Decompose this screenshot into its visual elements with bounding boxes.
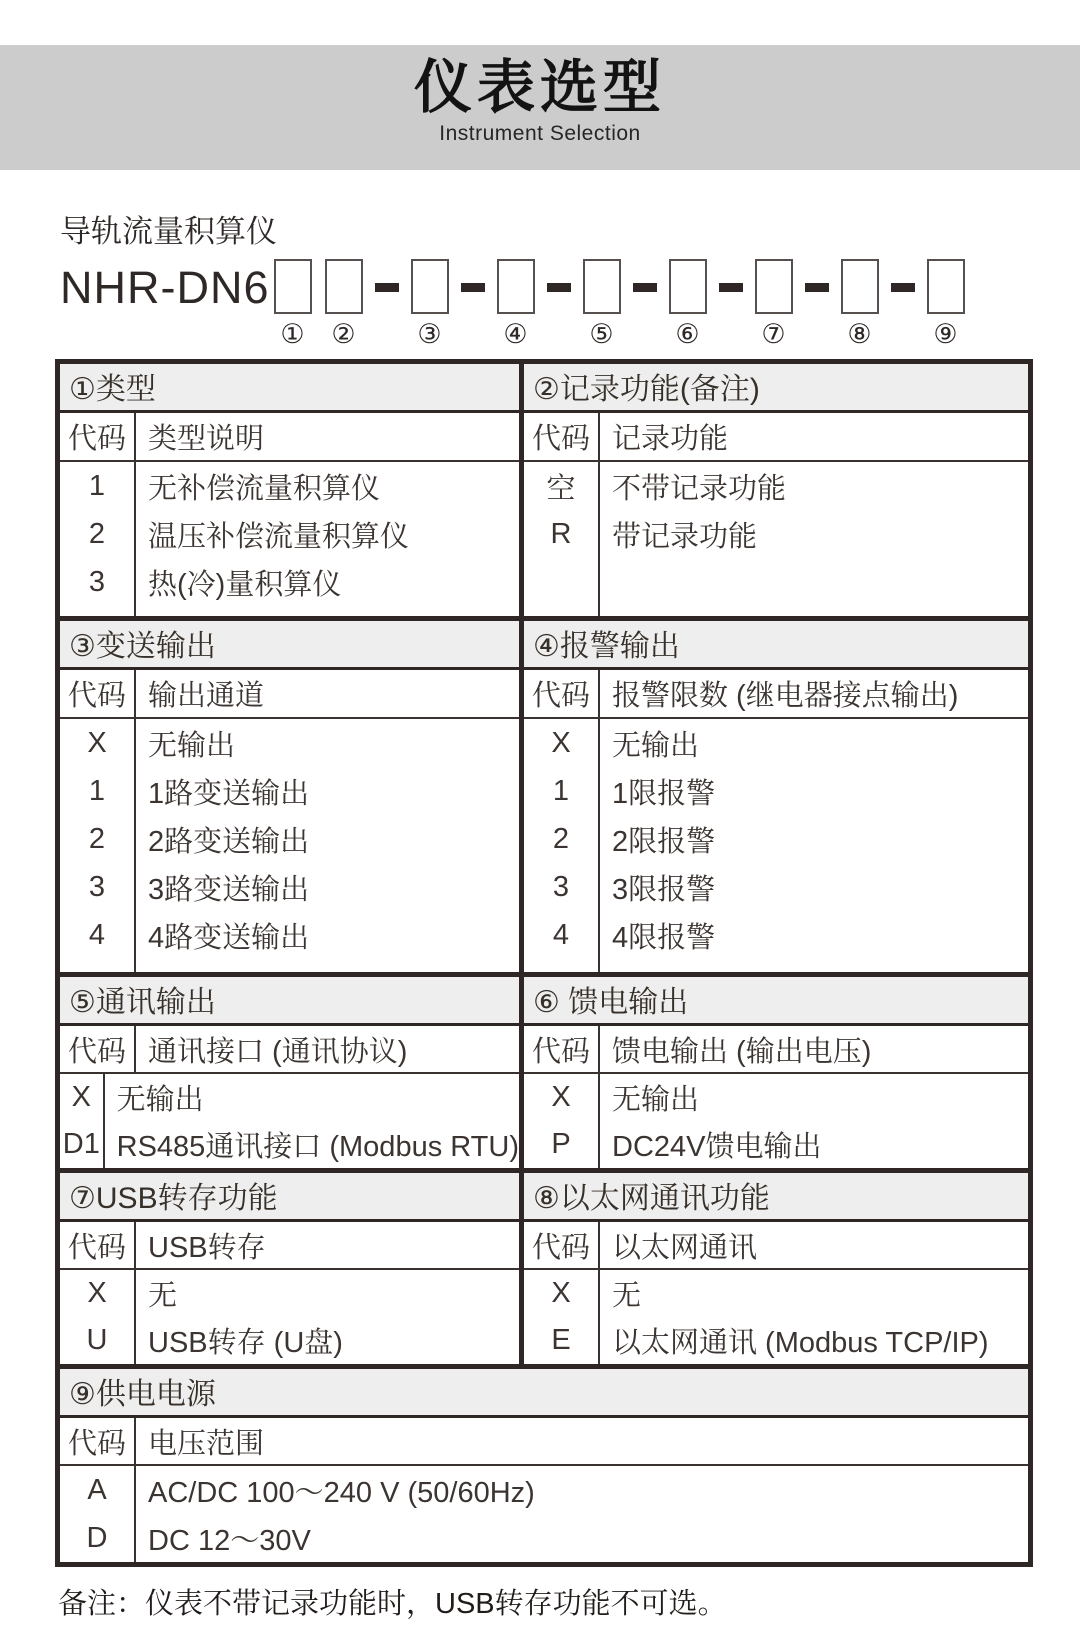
code-cell: D <box>86 1521 108 1554</box>
desc-cell: DC24V馈电输出 <box>612 1131 822 1164</box>
code-column <box>60 1466 136 1562</box>
desc-header: 馈电输出 (输出电压) <box>612 1035 872 1068</box>
page-subtitle: Instrument Selection <box>439 121 641 145</box>
code-cell: 空 <box>546 472 576 505</box>
band-usb-ethernet <box>60 1168 1028 1364</box>
column-header-row <box>60 1222 519 1270</box>
model-code-position-6 <box>668 259 708 351</box>
code-box <box>755 259 793 314</box>
code-column <box>60 719 136 972</box>
column-header-row <box>524 1026 1028 1074</box>
code-cell: 2 <box>88 517 106 550</box>
desc-cell: AC/DC 100～240 V (50/60Hz) <box>148 1476 535 1509</box>
data-area <box>60 719 519 972</box>
dash-separator <box>719 283 743 292</box>
column-header-row <box>60 1026 519 1074</box>
dash-separator <box>805 283 829 292</box>
desc-cell: 1路变送输出 <box>148 777 310 810</box>
code-header: 代码 <box>524 1026 600 1072</box>
dash-separator <box>547 283 571 292</box>
column-header-row <box>524 413 1028 462</box>
desc-header: 报警限数 (继电器接点输出) <box>612 680 959 713</box>
code-header: 代码 <box>524 413 600 460</box>
position-number: ⑦ <box>761 319 786 351</box>
code-box <box>669 259 707 314</box>
data-area <box>60 1466 1028 1562</box>
section-8-ethernet-comm <box>524 1173 1028 1364</box>
desc-column <box>105 1074 519 1168</box>
band-power-supply <box>60 1364 1028 1562</box>
code-cell: R <box>550 517 572 550</box>
column-header-row <box>524 670 1028 719</box>
band-transmit-alarm <box>60 616 1028 972</box>
model-code-position-1 <box>273 259 313 351</box>
desc-cell: RS485通讯接口 (Modbus RTU) <box>116 1131 519 1164</box>
code-cell: D1 <box>62 1128 100 1161</box>
code-cell: 2 <box>88 822 106 855</box>
desc-column <box>600 1074 1028 1168</box>
position-number: ⑥ <box>675 319 700 351</box>
code-cell: X <box>71 1081 91 1114</box>
model-code-position-2 <box>324 259 364 351</box>
code-cell: 1 <box>88 469 106 502</box>
code-cell: X <box>87 1277 107 1310</box>
section-2-record <box>524 364 1028 616</box>
section-4-alarm-output <box>524 621 1028 972</box>
code-box <box>274 259 312 314</box>
data-area <box>524 1074 1028 1168</box>
position-number: ② <box>331 319 356 351</box>
position-number: ④ <box>503 319 528 351</box>
desc-cell: 不带记录功能 <box>612 472 787 505</box>
section-title: ②记录功能(备注) <box>524 364 1028 413</box>
code-box <box>927 259 965 314</box>
column-header-row <box>60 670 519 719</box>
data-area <box>60 462 519 616</box>
code-column <box>524 1074 600 1168</box>
code-cell: A <box>87 1473 107 1506</box>
desc-cell: 无输出 <box>148 729 236 762</box>
section-title: ①类型 <box>60 364 519 413</box>
code-header: 代码 <box>524 1222 600 1268</box>
section-9-power-supply <box>60 1369 1028 1562</box>
desc-cell: 2限报警 <box>612 825 716 858</box>
code-cell: 2 <box>552 822 570 855</box>
code-box <box>841 259 879 314</box>
desc-cell: 3限报警 <box>612 873 716 906</box>
section-title: ⑨供电电源 <box>60 1369 1028 1418</box>
data-area <box>524 719 1028 972</box>
data-area <box>524 1270 1028 1364</box>
desc-cell: 3路变送输出 <box>148 873 310 906</box>
desc-column <box>136 462 519 616</box>
code-box <box>325 259 363 314</box>
selection-table <box>55 359 1033 1567</box>
desc-header: 通讯接口 (通讯协议) <box>148 1035 408 1068</box>
desc-cell: 温压补偿流量积算仪 <box>148 520 410 553</box>
desc-column <box>136 1466 1028 1562</box>
section-title: ⑦USB转存功能 <box>60 1173 519 1222</box>
column-header-row <box>60 1418 1028 1466</box>
model-code-position-3 <box>410 259 450 351</box>
band-comm-feed <box>60 972 1028 1168</box>
desc-header: 电压范围 <box>148 1427 265 1460</box>
code-column <box>524 462 600 616</box>
section-1-type <box>60 364 524 616</box>
desc-cell: 无 <box>148 1280 178 1313</box>
content-area <box>55 213 1033 1622</box>
code-box <box>411 259 449 314</box>
position-number: ③ <box>417 319 442 351</box>
code-column <box>524 719 600 972</box>
desc-cell: 热(冷)量积算仪 <box>148 568 342 601</box>
section-7-usb-transfer <box>60 1173 524 1364</box>
section-title: ⑤通讯输出 <box>60 977 519 1026</box>
code-header: 代码 <box>60 670 136 717</box>
section-5-comm-output <box>60 977 524 1168</box>
model-code-diagram <box>55 259 1033 355</box>
desc-cell: 2路变送输出 <box>148 825 310 858</box>
desc-column <box>600 462 1028 616</box>
desc-cell: 1限报警 <box>612 777 716 810</box>
desc-cell: 带记录功能 <box>612 520 758 553</box>
code-cell: 3 <box>88 565 106 598</box>
data-area <box>60 1270 519 1364</box>
model-code-position-4 <box>496 259 536 351</box>
code-header: 代码 <box>60 413 136 460</box>
code-cell: X <box>551 1081 571 1114</box>
model-code-position-7 <box>754 259 794 351</box>
desc-column <box>136 1270 519 1364</box>
dash-separator <box>461 283 485 292</box>
code-cell: E <box>551 1324 571 1357</box>
desc-cell: DC 12～30V <box>148 1524 311 1557</box>
code-cell: 3 <box>552 870 570 903</box>
desc-header: USB转存 <box>148 1231 266 1264</box>
code-header: 代码 <box>60 1026 136 1072</box>
section-title: ④报警输出 <box>524 621 1028 670</box>
desc-cell: 4路变送输出 <box>148 921 310 954</box>
model-code-position-8 <box>840 259 880 351</box>
model-code-position-5 <box>582 259 622 351</box>
code-header: 代码 <box>524 670 600 717</box>
code-cell: 4 <box>552 918 570 951</box>
data-area <box>524 462 1028 616</box>
data-area <box>60 1074 519 1168</box>
dash-separator <box>891 283 915 292</box>
code-cell: U <box>86 1324 108 1357</box>
desc-cell: 4限报警 <box>612 921 716 954</box>
code-column <box>524 1270 600 1364</box>
code-cell: 1 <box>88 774 106 807</box>
desc-header: 以太网通讯 <box>612 1231 758 1264</box>
footnote: 备注：仪表不带记录功能时，USB转存功能不可选。 <box>58 1588 727 1621</box>
code-header: 代码 <box>60 1222 136 1268</box>
code-cell: P <box>551 1128 571 1161</box>
code-box <box>497 259 535 314</box>
model-code-position-9 <box>926 259 966 351</box>
dash-separator <box>633 283 657 292</box>
position-number: ① <box>280 319 305 351</box>
desc-column <box>600 1270 1028 1364</box>
page-title: 仪表选型 <box>413 55 666 120</box>
section-title: ⑥ 馈电输出 <box>524 977 1028 1026</box>
desc-cell: 无输出 <box>612 1084 700 1117</box>
code-cell: X <box>87 726 107 759</box>
desc-cell: 以太网通讯 (Modbus TCP/IP) <box>612 1327 989 1360</box>
desc-header: 输出通道 <box>148 680 265 713</box>
code-cell: X <box>551 726 571 759</box>
section-3-transmit-output <box>60 621 524 972</box>
dash-separator <box>375 283 399 292</box>
model-prefix: NHR-DN6 <box>60 262 270 314</box>
code-cell: X <box>551 1277 571 1310</box>
position-number: ⑨ <box>933 319 958 351</box>
desc-header: 记录功能 <box>612 423 729 456</box>
column-header-row <box>60 413 519 462</box>
code-column <box>60 1074 105 1168</box>
code-column <box>60 1270 136 1364</box>
code-cell: 3 <box>88 870 106 903</box>
code-cell: 1 <box>552 774 570 807</box>
desc-cell: 无 <box>612 1280 642 1313</box>
band-type-record <box>60 364 1028 616</box>
title-banner <box>0 45 1080 170</box>
desc-cell: 无输出 <box>612 729 700 762</box>
model-code-boxes <box>273 259 977 351</box>
desc-column <box>600 719 1028 972</box>
code-cell: 4 <box>88 918 106 951</box>
section-title: ⑧以太网通讯功能 <box>524 1173 1028 1222</box>
code-column <box>60 462 136 616</box>
desc-column <box>136 719 519 972</box>
desc-cell: 无输出 <box>116 1084 204 1117</box>
code-box <box>583 259 621 314</box>
code-header: 代码 <box>60 1418 136 1464</box>
section-title: ③变送输出 <box>60 621 519 670</box>
position-number: ⑧ <box>847 319 872 351</box>
position-number: ⑤ <box>589 319 614 351</box>
desc-header: 类型说明 <box>148 423 265 456</box>
column-header-row <box>524 1222 1028 1270</box>
product-name: 导轨流量积算仪 <box>60 214 277 249</box>
section-6-feed-output <box>524 977 1028 1168</box>
desc-cell: USB转存 (U盘) <box>148 1327 343 1360</box>
desc-cell: 无补偿流量积算仪 <box>148 472 381 505</box>
